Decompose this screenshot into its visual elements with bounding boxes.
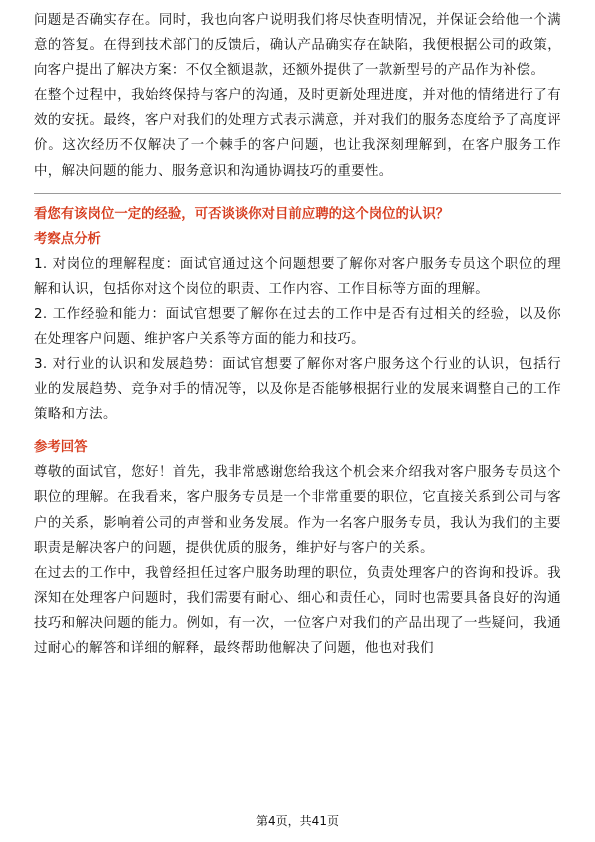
page-number-footer: 第4页，共41页 [256,814,339,828]
analysis-title: 考察点分析 [34,231,101,247]
answer-paragraph: 尊敬的面试官，您好！首先，我非常感谢您给我这个机会来介绍我对客户服务专员这个职位的理解。在我看来，客户服务专员是一个非常重要的职位，它直接关系到公司与客户的关系，影响着公司的声誉和业务发展。作为一名客户服务专员，我认为我们的主要职责是解决客户的问题，提供优质的服务，维护好与客户的关系。 [34,465,561,556]
analysis-item: 2. 工作经验和能力：面试官想要了解你在过去的工作中是否有过相关的经验，以及你在处理客户问题、维护客户关系等方面的能力和技巧。 [34,306,561,347]
section-divider [34,193,561,194]
answer-paragraph: 在过去的工作中，我曾经担任过客户服务助理的职位，负责处理客户的咨询和投诉。我深知在处理客户问题时，我们需要有耐心、细心和责任心，同时也需要具备良好的沟通技巧和解决问题的能力。例如，有一次，一位客户对我们的产品出现了一些疑问，我通过耐心的解答和详细的解释，最终帮助他解决了问题，他也对我们 [34,565,561,656]
body-paragraph: 问题是否确实存在。同时，我也向客户说明我们将尽快查明情况，并保证会给他一个满意的答复。在得到技术部门的反馈后，确认产品确实存在缺陷，我便根据公司的政策，向客户提出了解决方案：不仅全额退款，还额外提供了一款新型号的产品作为补偿。 [34,13,561,79]
analysis-item: 3. 对行业的认识和发展趋势：面试官想要了解你对客户服务这个行业的认识，包括行业的发展趋势、竞争对手的情况等，以及你是否能够根据行业的发展来调整自己的工作策略和方法。 [34,357,561,423]
answer-title: 参考回答 [34,440,88,456]
page-content [34,8,561,661]
interview-question: 看您有该岗位一定的经验，可否谈谈你对目前应聘的这个岗位的认识？ [34,206,450,222]
analysis-item: 1. 对岗位的理解程度：面试官通过这个问题想要了解你对客户服务专员这个职位的理解和认识，包括你对这个岗位的职责、工作内容、工作目标等方面的理解。 [34,256,561,297]
body-paragraph: 在整个过程中，我始终保持与客户的沟通，及时更新处理进度，并对他的情绪进行了有效的安抚。最终，客户对我们的处理方式表示满意，并对我们的服务态度给予了高度评价。这次经历不仅解决了一个棘手的客户问题，也让我深刻理解到，在客户服务工作中，解决问题的能力、服务意识和沟通协调技巧的重要性。 [34,88,561,179]
spacer [34,427,561,435]
